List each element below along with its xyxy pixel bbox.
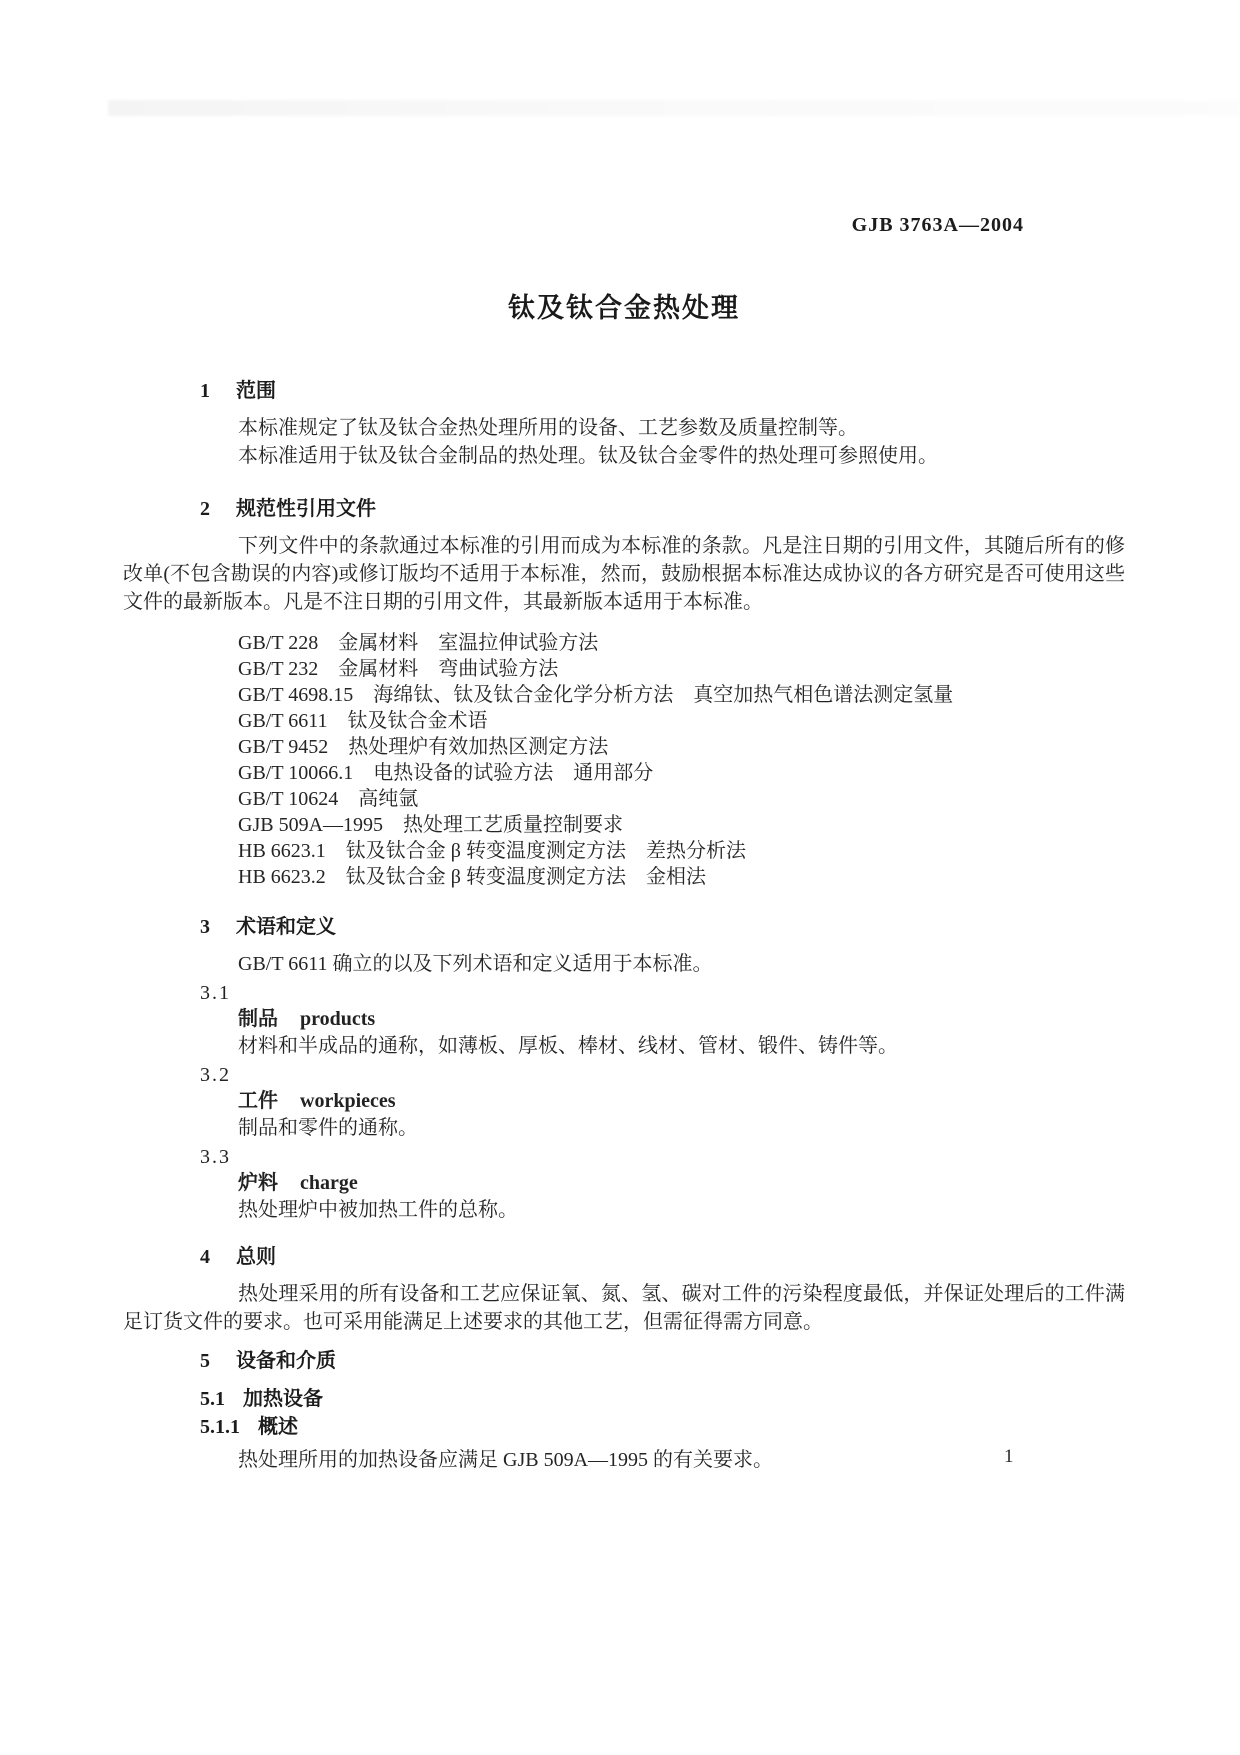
reference-item: GB/T 232 金属材料 弯曲试验方法 — [238, 658, 559, 680]
reference-item: GB/T 6611 钛及钛合金术语 — [238, 710, 488, 732]
reference-item: GB/T 9452 热处理炉有效加热区测定方法 — [238, 736, 609, 758]
terms-intro: GB/T 6611 确立的以及下列术语和定义适用于本标准。 — [238, 953, 713, 975]
subsection-heading-heating-equipment — [200, 1386, 1125, 1412]
section-heading-label: 术语和定义 — [236, 916, 336, 938]
document-body — [123, 290, 1125, 1474]
general-rules-paragraph: 热处理采用的所有设备和工艺应保证氧、氮、氢、碳对工件的污染程度最低，并保证处理后的工件满足订货文件的要求。也可采用能满足上述要求的其他工艺，但需征得需方同意。 — [123, 1283, 1125, 1333]
term-name-chinese: 炉料 — [238, 1172, 278, 1194]
reference-item: GB/T 10624 高纯氩 — [238, 788, 419, 810]
section-heading-terms-definitions — [200, 914, 1125, 940]
section-number: 1 — [200, 380, 210, 402]
reference-item: GB/T 4698.15 海绵钛、钛及钛合金化学分析方法 真空加热气相色谱法测定氢量 — [238, 684, 954, 706]
term-definition: 材料和半成品的通称，如薄板、厚板、棒材、线材、管材、锻件、铸件等。 — [238, 1035, 898, 1057]
section-heading-label: 规范性引用文件 — [236, 498, 376, 520]
subsection-number: 5.1 — [200, 1388, 225, 1410]
doc-code: GJB 3763A—2004 — [851, 214, 1024, 236]
term-number: 3.2 — [200, 1064, 231, 1086]
term-definition: 热处理炉中被加热工件的总称。 — [238, 1199, 518, 1221]
section-heading-scope — [200, 378, 1125, 404]
subsection-heading-overview — [200, 1414, 1125, 1440]
term-number: 3.3 — [200, 1146, 231, 1168]
section-number: 2 — [200, 498, 210, 520]
section-heading-label: 范围 — [236, 380, 276, 402]
term-number: 3.1 — [200, 982, 231, 1004]
term-name-english: workpieces — [300, 1090, 396, 1112]
term-definition: 制品和零件的通称。 — [238, 1117, 418, 1139]
section-heading-label: 总则 — [236, 1246, 276, 1268]
reference-item: GB/T 228 金属材料 室温拉伸试验方法 — [238, 632, 599, 654]
term-name-chinese: 工件 — [238, 1090, 278, 1112]
section-number: 4 — [200, 1246, 210, 1268]
section-number: 5 — [200, 1350, 210, 1372]
term-name-english: products — [300, 1008, 376, 1030]
normative-references-intro: 下列文件中的条款通过本标准的引用而成为本标准的条款。凡是注日期的引用文件，其随后所有的修改单(不包含勘误的内容)或修订版均不适用于本标准，然而，鼓励根据本标准达成协议的各方研究是否可使用这些文件的最新版本。凡是不注日期的引用文件，其最新版本适用于本标准。 — [123, 535, 1125, 613]
reference-item: HB 6623.1 钛及钛合金 β 转变温度测定方法 差热分析法 — [238, 840, 746, 862]
scope-paragraph-2: 本标准适用于钛及钛合金制品的热处理。钛及钛合金零件的热处理可参照使用。 — [238, 445, 938, 467]
section-heading-equipment-media — [200, 1348, 1125, 1374]
subsection-number: 5.1.1 — [200, 1416, 240, 1438]
section-heading-general-rules — [200, 1244, 1125, 1270]
reference-item: GJB 509A—1995 热处理工艺质量控制要求 — [238, 814, 624, 836]
section-heading-normative-references — [200, 496, 1125, 522]
term-name — [238, 1170, 1125, 1196]
term-name — [238, 1006, 1125, 1032]
section-heading-label: 设备和介质 — [236, 1350, 336, 1372]
scan-smudge-artifact — [108, 100, 1240, 116]
subsection-heading-label: 概述 — [258, 1416, 298, 1438]
page-title: 钛及钛合金热处理 — [508, 293, 740, 323]
scope-paragraph-1: 本标准规定了钛及钛合金热处理所用的设备、工艺参数及质量控制等。 — [238, 417, 858, 439]
term-name-chinese: 制品 — [238, 1008, 278, 1030]
page-number: 1 — [1004, 1446, 1014, 1467]
overview-paragraph: 热处理所用的加热设备应满足 GJB 509A—1995 的有关要求。 — [238, 1449, 774, 1471]
term-name — [238, 1088, 1125, 1114]
reference-item: HB 6623.2 钛及钛合金 β 转变温度测定方法 金相法 — [238, 866, 706, 888]
section-number: 3 — [200, 916, 210, 938]
reference-item: GB/T 10066.1 电热设备的试验方法 通用部分 — [238, 762, 654, 784]
term-name-english: charge — [300, 1172, 358, 1194]
subsection-heading-label: 加热设备 — [243, 1388, 323, 1410]
